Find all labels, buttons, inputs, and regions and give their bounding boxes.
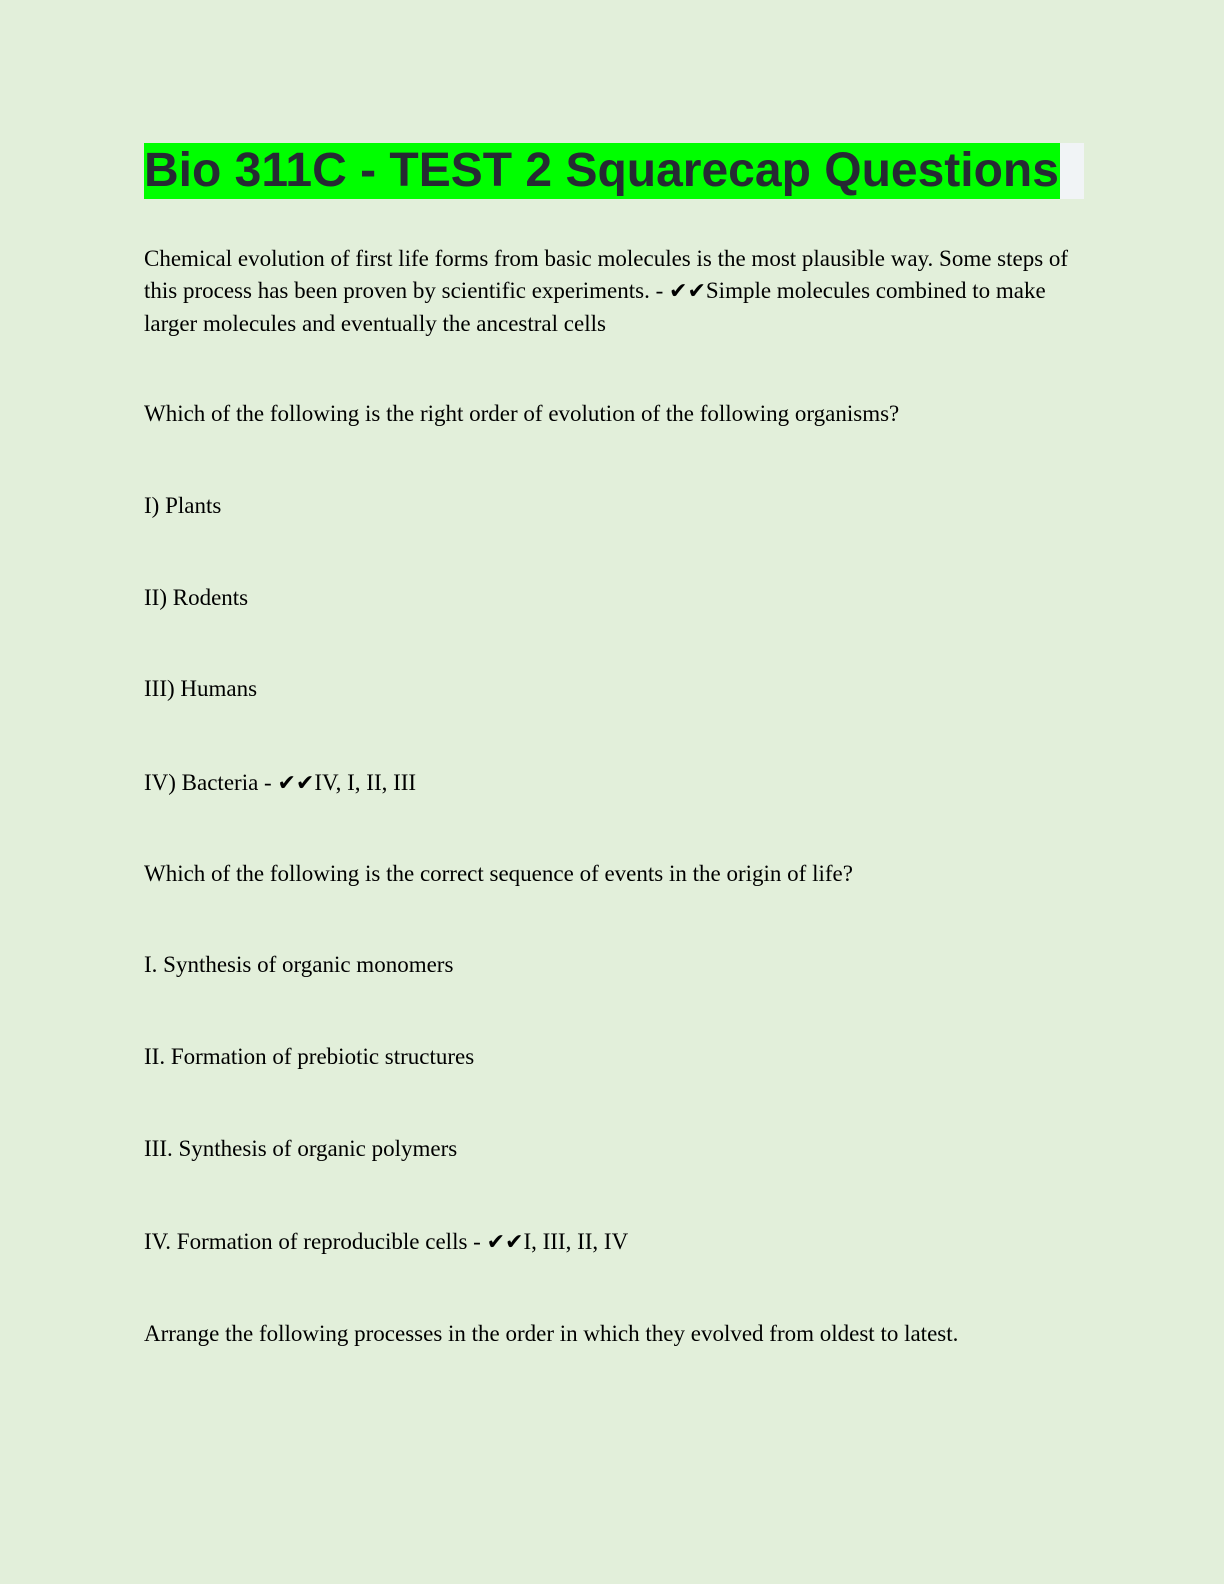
title-highlight-tail (1060, 143, 1084, 199)
option-item: I) Plants (144, 493, 222, 518)
answer-text: IV, I, II, III (314, 770, 417, 795)
question-text: Chemical evolution of first life forms from basic molecules is the most plausible way. Some steps of this process has been proven by scientific experiments. - (144, 246, 1069, 303)
option-item: II. Formation of prebiotic structures (144, 1044, 475, 1069)
option-item: III) Humans (144, 676, 258, 701)
option-text: IV. Formation of reproducible cells - (144, 1229, 487, 1254)
answer-text: Simple molecules combined to make larger molecules and eventually the ancestral cells (144, 278, 1046, 336)
option-item-with-answer (144, 767, 1084, 800)
title-highlight (144, 143, 1084, 199)
question-3: Which of the following is the correct sequence of events in the origin of life? (144, 861, 853, 886)
check-mark-icon: ✔✔ (486, 1230, 524, 1255)
question-4: Arrange the following processes in the order in which they evolved from oldest to latest. (144, 1321, 959, 1346)
option-text: IV) Bacteria - (144, 770, 278, 795)
question-2: Which of the following is the right order of evolution of the following organisms? (144, 401, 900, 426)
document-title: Bio 311C - TEST 2 Squarecap Questions (144, 144, 1059, 197)
option-item: I. Synthesis of organic monomers (144, 952, 454, 977)
option-item: III. Synthesis of organic polymers (144, 1136, 458, 1161)
option-item-with-answer (144, 1226, 1084, 1259)
check-mark-icon: ✔✔ (669, 279, 706, 304)
check-mark-icon: ✔✔ (277, 771, 315, 796)
question-1 (144, 243, 1084, 340)
answer-text: I, III, II, IV (523, 1229, 629, 1254)
option-item: II) Rodents (144, 585, 249, 610)
